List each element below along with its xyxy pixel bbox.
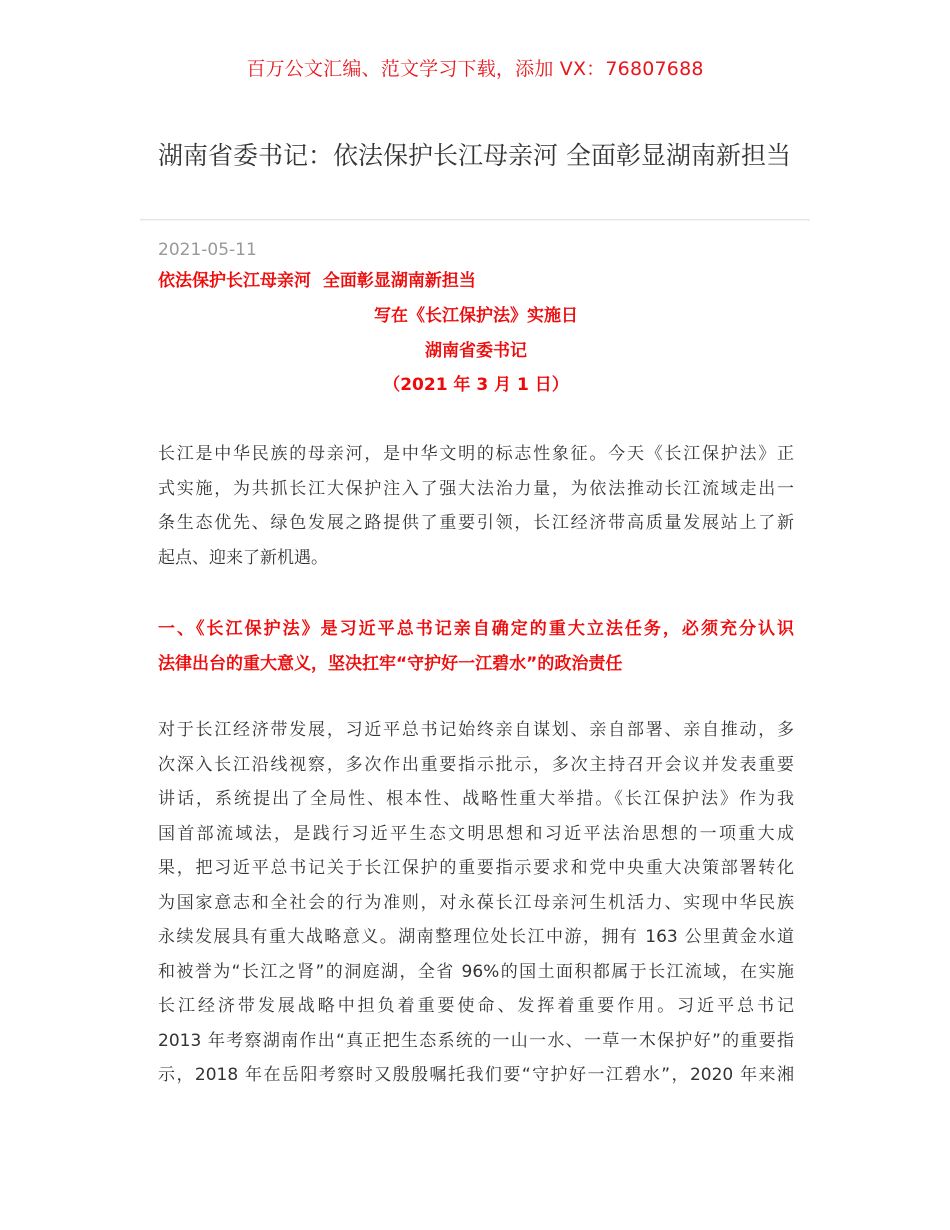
paragraph-line: 永续发展具有重大战略意义。湖南整理位处长江中游，拥有 163 公里黄金水道 — [158, 927, 794, 947]
paragraph-line: 起点、迎来了新机遇。 — [158, 547, 328, 568]
subtitle-author: 湖南省委书记 — [425, 341, 527, 361]
paragraph-line: 对于长江经济带发展，习近平总书记始终亲自谋划、亲自部署、亲自推动，多 — [158, 720, 794, 740]
intro-paragraph — [158, 437, 794, 575]
paragraph-line: 讲话，系统提出了全局性、根本性、战略性重大举措。《长江保护法》作为我 — [158, 789, 794, 809]
paragraph-line: 为国家意志和全社会的行为准则，对永葆长江母亲河生机活力、实现中华民族 — [158, 892, 794, 913]
heading-line: 法律出台的重大意义，坚决扛牢“守护好一江碧水”的政治责任 — [158, 653, 623, 674]
paragraph-line: 和被誉为“长江之肾”的洞庭湖，全省 96%的国土面积都属于长江流域，在实施 — [158, 961, 794, 982]
article-title: 湖南省委书记：依法保护长江母亲河 全面彰显湖南新担当 — [158, 141, 791, 170]
paragraph-line: 示，2018 年在岳阳考察时又殷殷嘱托我们要“守护好一江碧水”，2020 年来湘 — [158, 1065, 794, 1085]
title-divider — [140, 219, 810, 220]
paragraph-line: 次深入长江沿线视察，多次作出重要指示批示，多次主持召开会议并发表重要 — [158, 754, 794, 775]
article-subtitle: 依法保护长江母亲河 全面彰显湖南新担当 — [158, 271, 476, 291]
paragraph-line: 条生态优先、绿色发展之路提供了重要引领，长江经济带高质量发展站上了新 — [158, 513, 794, 533]
heading-line: 一、《长江保护法》是习近平总书记亲自确定的重大立法任务，必须充分认识 — [158, 619, 794, 639]
section-heading-1 — [158, 612, 794, 681]
section-1-paragraph — [158, 713, 794, 1093]
promo-banner: 百万公文汇编、范文学习下载，添加 VX：76807688 — [246, 58, 704, 80]
paragraph-line: 长江经济带发展战略中担负着重要使命、发挥着重要作用。习近平总书记 — [158, 996, 794, 1016]
subtitle-date: （2021 年 3 月 1 日） — [383, 375, 569, 395]
paragraph-line: 国首部流域法，是践行习近平生态文明思想和习近平法治思想的一项重大成 — [158, 823, 794, 844]
paragraph-line: 2013 年考察湖南作出“真正把生态系统的一山一水、一草一木保护好”的重要指 — [158, 1030, 794, 1051]
paragraph-line: 果，把习近平总书记关于长江保护的重要指示要求和党中央重大决策部署转化 — [158, 858, 794, 878]
subtitle-occasion: 写在《长江保护法》实施日 — [374, 306, 578, 326]
paragraph-line: 式实施，为共抓长江大保护注入了强大法治力量，为依法推动长江流域走出一 — [158, 478, 794, 499]
paragraph-line: 长江是中华民族的母亲河，是中华文明的标志性象征。今天《长江保护法》正 — [158, 444, 794, 464]
publish-date: 2021-05-11 — [158, 240, 257, 260]
